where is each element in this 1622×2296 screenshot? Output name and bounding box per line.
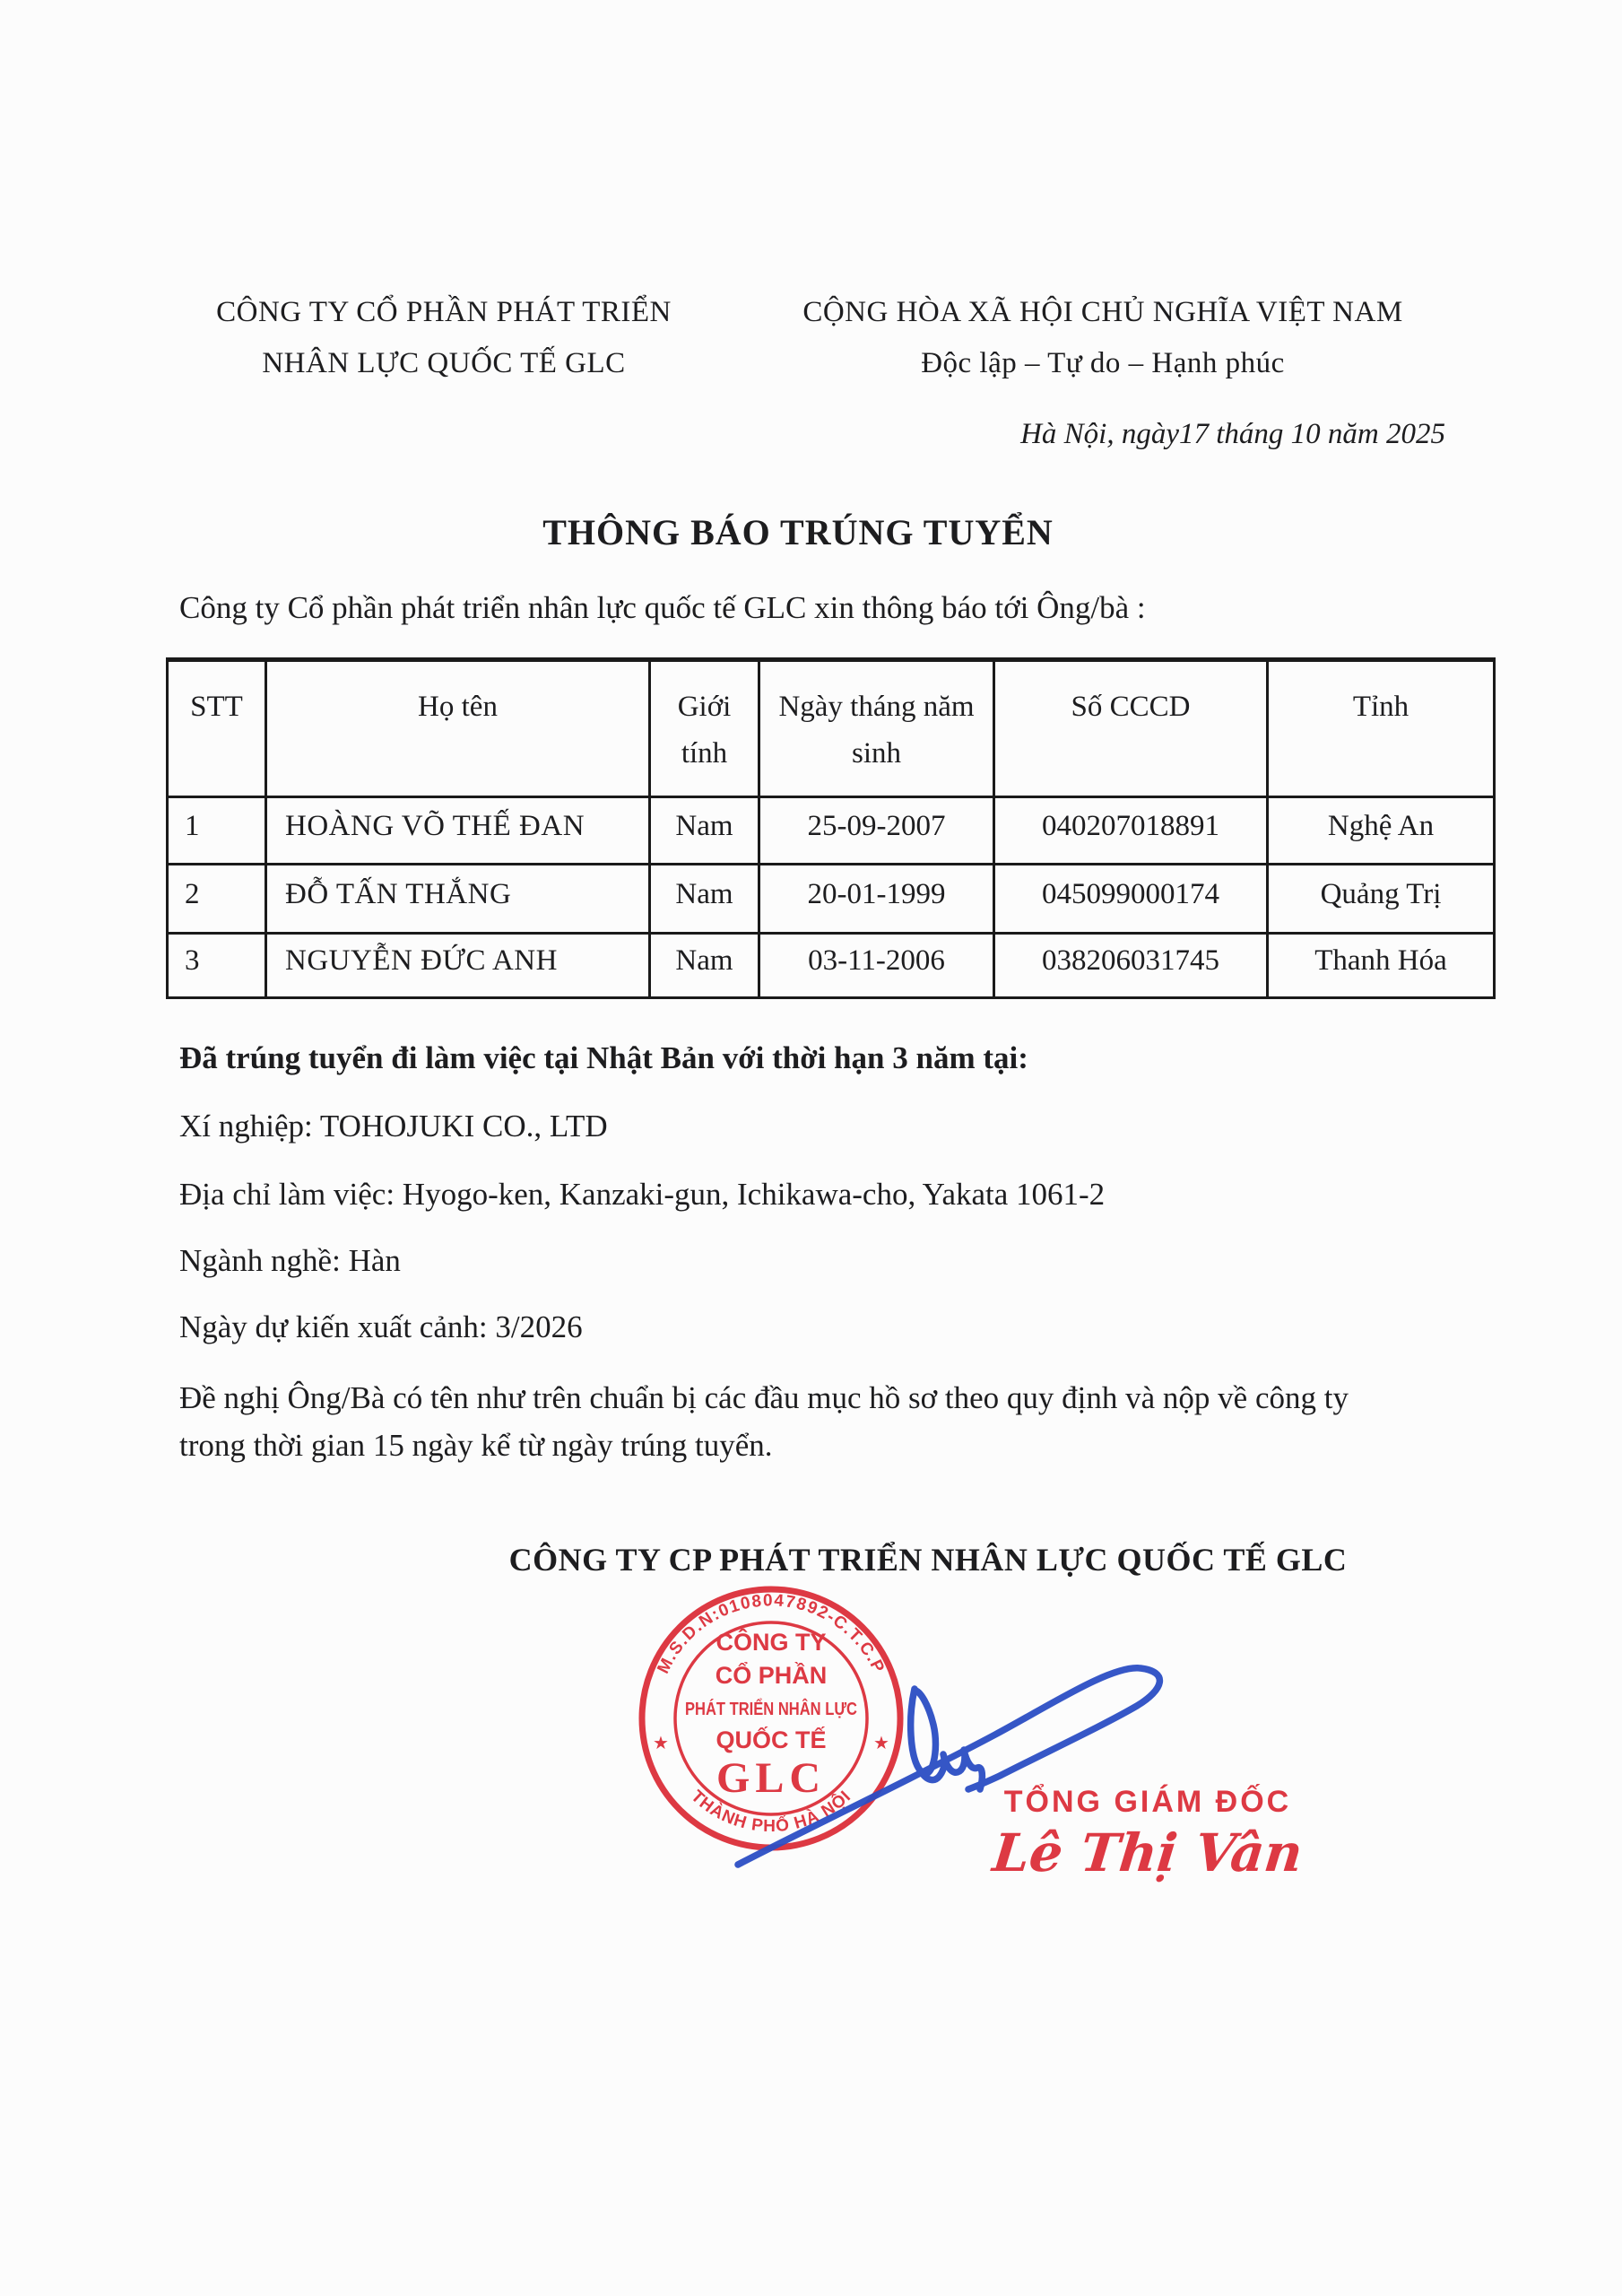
national-motto: Độc lập – Tự do – Hạnh phúc bbox=[921, 347, 1285, 379]
stamp-company-line4: QUỐC TẾ bbox=[716, 1726, 827, 1753]
stamp-star-right: ★ bbox=[873, 1734, 889, 1753]
stamp-star-left: ★ bbox=[653, 1734, 669, 1753]
cell-gender: Nam bbox=[650, 797, 759, 865]
table-header-gender: Giới tính bbox=[650, 660, 759, 797]
signer-title: TỔNG GIÁM ĐỐC bbox=[1003, 1785, 1292, 1819]
trade-line: Ngành nghề: Hàn bbox=[179, 1243, 401, 1278]
table-row bbox=[168, 934, 1495, 998]
cell-dob: 20-01-1999 bbox=[759, 865, 994, 934]
stamp-company-line3: PHÁT TRIỂN NHÂN LỰC bbox=[685, 1700, 894, 1719]
selected-notice-line: Đã trúng tuyển đi làm việc tại Nhật Bản với thời hạn 3 năm tại: bbox=[179, 1040, 1028, 1075]
cell-dob: 25-09-2007 bbox=[759, 797, 994, 865]
stamp-company-line2: CỔ PHẦN bbox=[715, 1662, 828, 1689]
enterprise-line: Xí nghiệp: TOHOJUKI CO., LTD bbox=[179, 1109, 608, 1144]
cell-province: Thanh Hóa bbox=[1268, 934, 1495, 998]
recruits-table bbox=[166, 657, 1496, 999]
departure-line: Ngày dự kiến xuất cảnh: 3/2026 bbox=[179, 1309, 583, 1344]
signer-name: Lê Thị Vân bbox=[989, 1822, 1305, 1883]
cell-name: HOÀNG VÕ THẾ ĐAN bbox=[266, 797, 650, 865]
table-header-name: Họ tên bbox=[266, 660, 650, 797]
cell-province: Quảng Trị bbox=[1268, 865, 1495, 934]
signing-company-name: CÔNG TY CP PHÁT TRIỂN NHÂN LỰC QUỐC TẾ GLC bbox=[508, 1542, 1348, 1578]
cell-gender: Nam bbox=[650, 934, 759, 998]
stamp-arc-bottom-text: THÀNH PHỐ HÀ NỘI bbox=[687, 1787, 855, 1837]
address-line: Địa chỉ làm việc: Hyogo-ken, Kanzaki-gun, Ichikawa-cho, Yakata 1061-2 bbox=[179, 1177, 1106, 1212]
cell-cccd: 040207018891 bbox=[994, 797, 1268, 865]
cell-name: ĐỖ TẤN THẮNG bbox=[266, 865, 650, 934]
cell-stt: 1 bbox=[168, 797, 266, 865]
table-header-row bbox=[168, 660, 1495, 797]
national-header-line1: CỘNG HÒA XÃ HỘI CHỦ NGHĨA VIỆT NAM bbox=[802, 296, 1403, 328]
table-header-cccd: Số CCCD bbox=[994, 660, 1268, 797]
cell-gender: Nam bbox=[650, 865, 759, 934]
stamp-company-line1: CÔNG TY bbox=[716, 1629, 827, 1656]
cell-cccd: 045099000174 bbox=[994, 865, 1268, 934]
cell-stt: 3 bbox=[168, 934, 266, 998]
table-header-dob: Ngày tháng năm sinh bbox=[759, 660, 994, 797]
cell-cccd: 038206031745 bbox=[994, 934, 1268, 998]
company-header-line2: NHÂN LỰC QUỐC TẾ GLC bbox=[262, 347, 626, 379]
stamp-company-acronym: GLC bbox=[716, 1754, 827, 1802]
note-paragraph: Đề nghị Ông/Bà có tên như trên chuẩn bị các đầu mục hồ sơ theo quy định và nộp về công ty trong thời gian 15 ngày kể từ ngày trúng tuyển. bbox=[179, 1380, 1349, 1463]
document-title: THÔNG BÁO TRÚNG TUYỂN bbox=[542, 512, 1054, 552]
company-header bbox=[175, 287, 713, 389]
stamp-arc-top-text: M.S.D.N:0108047892-C.T.C.P bbox=[654, 1591, 889, 1677]
intro-line: Công ty Cổ phần phát triển nhân lực quốc tế GLC xin thông báo tới Ông/bà : bbox=[179, 590, 1146, 625]
national-header bbox=[758, 287, 1448, 389]
table-row bbox=[168, 865, 1495, 934]
table-row bbox=[168, 797, 1495, 865]
date-line: Hà Nội, ngày17 tháng 10 năm 2025 bbox=[1020, 418, 1445, 450]
company-header-line1: CÔNG TY CỔ PHẦN PHÁT TRIỂN bbox=[216, 296, 672, 328]
cell-name: NGUYỄN ĐỨC ANH bbox=[266, 934, 650, 998]
table-header-province: Tỉnh bbox=[1268, 660, 1495, 797]
cell-dob: 03-11-2006 bbox=[759, 934, 994, 998]
table-header-stt: STT bbox=[168, 660, 266, 797]
signature-stroke-loop bbox=[911, 1689, 936, 1774]
cell-stt: 2 bbox=[168, 865, 266, 934]
cell-province: Nghệ An bbox=[1268, 797, 1495, 865]
